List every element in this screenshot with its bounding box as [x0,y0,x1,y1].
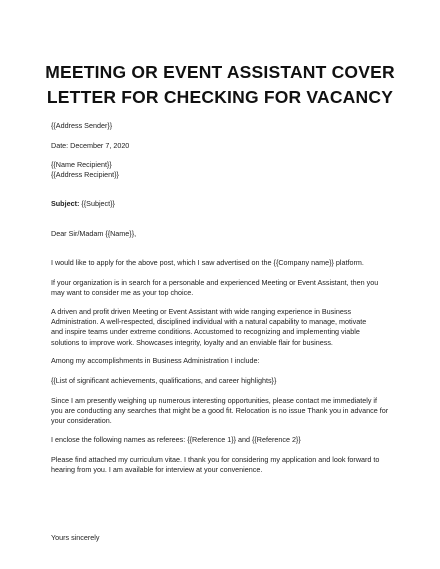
paragraph-2 [51,278,396,298]
address-recipient: {{Address Recipient}} [51,170,119,180]
closing: Yours sincerely [51,533,100,542]
recipient-block [51,160,396,180]
paragraph-3-line-3: and inspire teams under extreme conditions. Accustomed to recognizing and implementing viable [51,327,360,337]
address-sender: {{Address Sender}} [51,121,113,130]
paragraph-8-line-1: Please find attached my curriculum vitae. I thank you for considering my application and look forward to [51,455,380,464]
paragraph-1: I would like to apply for the above post, which I saw advertised on the {{Company name}} platform. [51,258,364,267]
title-line-1: MEETING OR EVENT ASSISTANT COVER [45,62,395,82]
subject-value: {{Subject}} [79,199,115,208]
paragraph-6-line-3: your consideration. [51,416,112,426]
paragraph-3 [51,307,396,348]
paragraph-8 [51,455,396,475]
paragraph-3-line-4: solutions to improve work. Showcases integrity, loyalty and an enviable flair for business. [51,337,333,347]
paragraph-2-line-2: may want to consider me as your top choice. [51,288,194,298]
paragraph-2-line-1: If your organization is in search for a personable and experienced Meeting or Event Assistant, then you [51,278,379,287]
paragraph-4: Among my accomplishments in Business Administration I include: [51,356,260,365]
paragraph-3-line-1: A driven and profit driven Meeting or Event Assistant with wide ranging experience in Business [51,307,352,316]
salutation: Dear Sir/Madam {{Name}}, [51,229,137,238]
subject-line [51,199,396,209]
name-recipient: {{Name Recipient}} [51,160,112,169]
letter-date: Date: December 7, 2020 [51,141,130,150]
paragraph-6-line-1: Since I am presently weighing up numerous interesting opportunities, please contact me immediately if [51,396,378,405]
paragraph-3-line-2: Administration. A well-respected, disciplined individual with a natural capability to manage, motivate [51,317,367,327]
paragraph-7: I enclose the following names as referees: {{Reference 1}} and {{Reference 2}} [51,435,301,444]
paragraph-6 [51,396,396,427]
paragraph-5: {{List of significant achievements, qualifications, and career highlights}} [51,376,277,385]
document-title [30,60,410,110]
title-line-2: LETTER FOR CHECKING FOR VACANCY [46,87,394,107]
paragraph-8-line-2: hearing from you. I am available for interview at your convenience. [51,465,263,475]
paragraph-6-line-2: you are conducting any searches that might be a good fit. Relocation is no issue Thank you in advance for [51,406,389,416]
subject-label: Subject: [51,199,80,208]
